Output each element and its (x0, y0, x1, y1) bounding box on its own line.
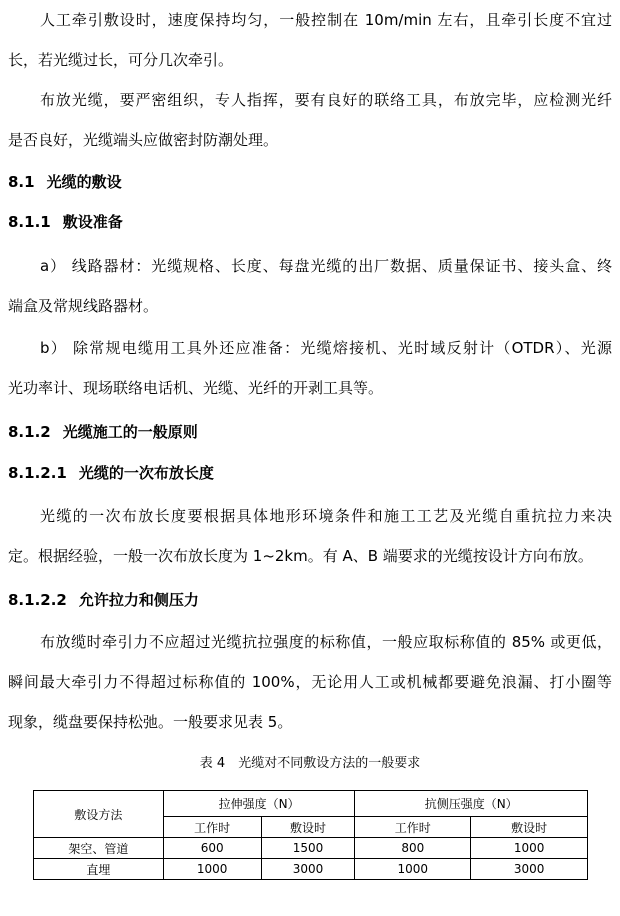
method-header-cell: 敷设方法 (34, 791, 164, 838)
table-header-row (34, 791, 588, 817)
paragraph-line: 人工牵引敷设时，速度保持均匀，一般控制在 10m/min 左右，且牵引长度不宜过 (40, 11, 612, 29)
paragraph-line: 是否良好，光缆端头应做密封防潮处理。 (8, 131, 279, 149)
crush-header-cell: 抗侧压强度（N） (355, 791, 588, 817)
section-title: 允许拉力和侧压力 (78, 591, 199, 609)
table-caption: 表 4 光缆对不同敷设方法的一般要求 (199, 756, 421, 771)
section-heading-8-1-2 (8, 412, 198, 452)
subheader-cell: 工作时 (163, 817, 261, 838)
section-number: 8.1.2 (8, 423, 51, 441)
section-number: 8.1 (8, 173, 35, 191)
section-heading-8-1-2-2 (8, 580, 199, 620)
list-item-a-line: 端盒及常规线路器材。 (8, 297, 159, 315)
section-title: 敷设准备 (62, 213, 123, 231)
paragraph-line: 现象，缆盘要保持松弛。一般要求见表 5。 (8, 713, 293, 731)
paragraph-line: 长，若光缆过长，可分几次牵引。 (8, 51, 234, 69)
subheader-cell: 敷设时 (261, 817, 355, 838)
section-number: 8.1.2.2 (8, 591, 67, 609)
section-heading-8-1-2-1 (8, 453, 214, 493)
value-cell: 1000 (355, 859, 471, 880)
section-title: 光缆的一次布放长度 (78, 464, 214, 482)
table-row (34, 838, 588, 859)
list-item-b-line: b） 除常规电缆用工具外还应准备：光缆熔接机、光时域反射计（OTDR）、光源 (40, 339, 612, 357)
section-heading-8-1 (8, 162, 122, 202)
paragraph-line: 定。根据经验，一般一次布放长度为 1~2km。有 A、B 端要求的光缆按设计方向布放。 (8, 547, 593, 565)
table-row (34, 859, 588, 880)
tensile-header-cell: 拉伸强度（N） (163, 791, 355, 817)
value-cell: 1500 (261, 838, 355, 859)
list-item-b-line: 光功率计、现场联络电话机、光缆、光纤的开剥工具等。 (8, 379, 384, 397)
paragraph-line: 光缆的一次布放长度要根据具体地形环境条件和施工工艺及光缆自重抗拉力来决 (40, 507, 612, 525)
paragraph-line: 布放缆时牵引力不应超过光缆抗拉强度的标称值，一般应取标称值的 85% 或更低， (40, 633, 612, 651)
paragraph-line: 瞬间最大牵引力不得超过标称值的 100%，无论用人工或机械都要避免浪漏、打小圈等 (8, 673, 612, 691)
section-title: 光缆的敷设 (46, 173, 122, 191)
section-number: 8.1.1 (8, 213, 51, 231)
value-cell: 1000 (471, 838, 588, 859)
value-cell: 800 (355, 838, 471, 859)
list-item-a-line: a） 线路器材：光缆规格、长度、每盘光缆的出厂数据、质量保证书、接头盒、终 (40, 257, 612, 275)
requirements-table (33, 790, 588, 880)
value-cell: 3000 (471, 859, 588, 880)
subheader-cell: 工作时 (355, 817, 471, 838)
section-number: 8.1.2.1 (8, 464, 67, 482)
paragraph-line: 布放光缆，要严密组织，专人指挥，要有良好的联络工具，布放完毕，应检测光纤 (40, 91, 612, 109)
value-cell: 1000 (163, 859, 261, 880)
value-cell: 3000 (261, 859, 355, 880)
subheader-cell: 敷设时 (471, 817, 588, 838)
method-cell: 架空、管道 (34, 838, 164, 859)
section-heading-8-1-1 (8, 202, 123, 242)
section-title: 光缆施工的一般原则 (62, 423, 198, 441)
method-cell: 直埋 (34, 859, 164, 880)
value-cell: 600 (163, 838, 261, 859)
